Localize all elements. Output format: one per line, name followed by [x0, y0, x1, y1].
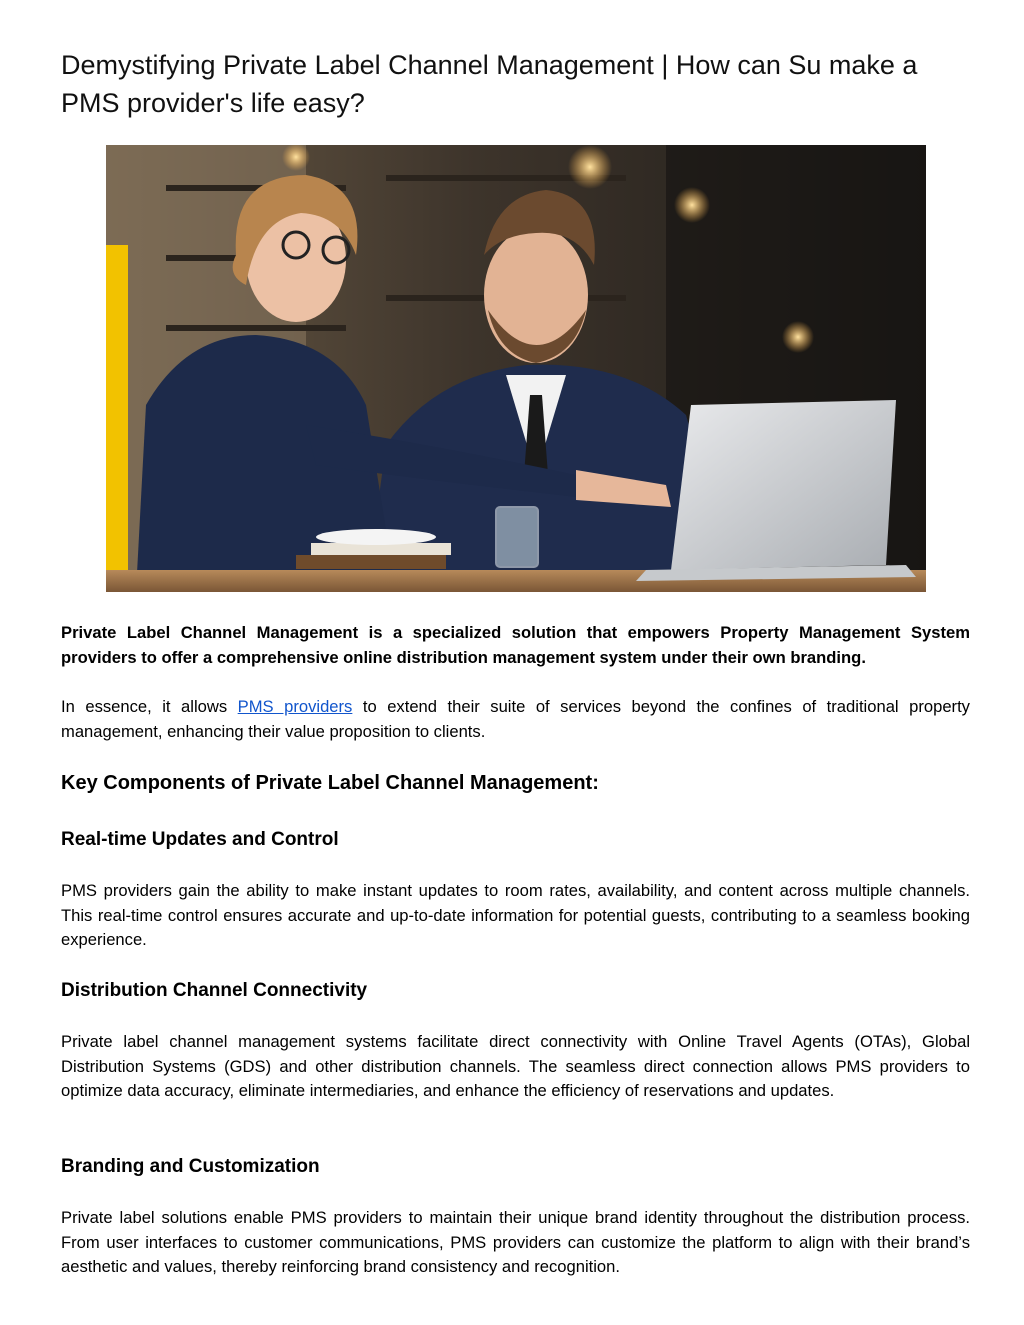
essence-text-after: to extend their suite of services beyond the confines of traditional property management, enhancing their value proposition to clients. — [61, 697, 970, 741]
essence-paragraph — [61, 695, 970, 744]
hero-photo-illustration — [106, 145, 926, 592]
section-heading-connectivity: Distribution Channel Connectivity — [61, 980, 368, 1001]
document-title: Demystifying Private Label Channel Management | How can Su make a PMS provider's life easy? — [61, 50, 918, 118]
hero-photo — [106, 145, 926, 592]
section-body-branding: Private label solutions enable PMS providers to maintain their unique brand identity throughout the distribution process. From user interfaces to customer communications, PMS providers can customize the platform to align with their brand’s aesthetic and values, thereby reinforcing brand consistency and recognition. — [61, 1208, 970, 1276]
pms-providers-link[interactable]: PMS providers — [237, 697, 353, 716]
section-heading-branding: Branding and Customization — [61, 1156, 320, 1177]
section-body-realtime: PMS providers gain the ability to make instant updates to room rates, availability, and content across multiple channels. This real-time control ensures accurate and up-to-date information for potential guests, contributing to a seamless booking experience. — [61, 881, 970, 949]
key-components-heading: Key Components of Private Label Channel Management: — [61, 772, 599, 794]
intro-paragraph: Private Label Channel Management is a specialized solution that empowers Property Management System providers to offer a comprehensive online distribution management system under their own branding. — [61, 623, 970, 667]
essence-text-before: In essence, it allows — [61, 697, 238, 716]
section-heading-realtime: Real-time Updates and Control — [61, 829, 339, 850]
section-body-connectivity: Private label channel management systems facilitate direct connectivity with Online Travel Agents (OTAs), Global Distribution Systems (GDS) and other distribution channels. The seamless direct connection allows PMS providers to optimize data accuracy, eliminate intermediaries, and enhance the efficiency of reservations and updates. — [61, 1032, 970, 1100]
